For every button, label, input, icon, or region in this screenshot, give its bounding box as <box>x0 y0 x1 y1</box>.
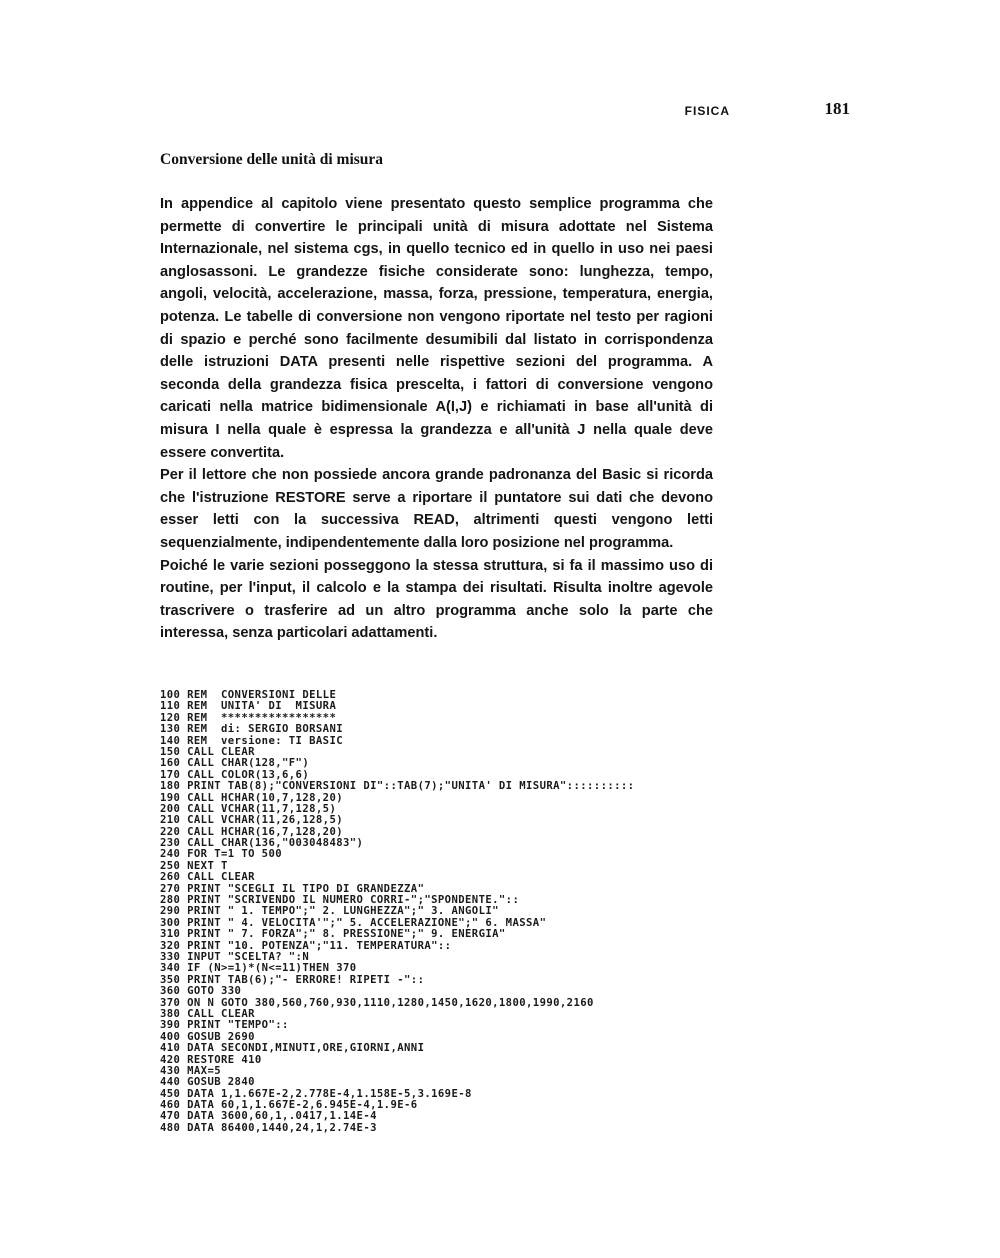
code-line: 280 PRINT "SCRIVENDO IL NUMERO CORRI-";"SPONDENTE.":: <box>160 894 520 907</box>
code-line: 400 GOSUB 2690 <box>160 1030 255 1043</box>
code-line: 380 CALL CLEAR <box>160 1007 255 1020</box>
code-line: 310 PRINT " 7. FORZA";" 8. PRESSIONE";" 9. ENERGIA" <box>160 928 506 941</box>
code-line: 330 INPUT "SCELTA? ":N <box>160 950 310 963</box>
code-line: 420 RESTORE 410 <box>160 1053 262 1066</box>
running-section-title: FISICA <box>684 104 730 118</box>
paragraph: Per il lettore che non possiede ancora grande padronanza del Basic si ricorda che l'istruzione RESTORE serve a riportare il puntatore sui dati che devono esser letti con la successiva READ, altrimenti questi vengono letti sequenzialmente, indipendentemente dalla loro posizione nel programma. <box>160 467 713 551</box>
code-line: 170 CALL COLOR(13,6,6) <box>160 768 310 781</box>
code-line: 460 DATA 60,1,1.667E-2,6.945E-4,1.9E-6 <box>160 1099 418 1112</box>
section-heading: Conversione delle unità di misura <box>160 151 384 168</box>
code-line: 190 CALL HCHAR(10,7,128,20) <box>160 791 344 804</box>
code-line: 200 CALL VCHAR(11,7,128,5) <box>160 802 337 815</box>
code-line: 130 REM di: SERGIO BORSANI <box>160 723 344 736</box>
code-line: 240 FOR T=1 TO 500 <box>160 848 283 861</box>
code-line: 110 REM UNITA' DI MISURA <box>160 700 337 713</box>
code-line: 300 PRINT " 4. VELOCITA'";" 5. ACCELERAZIONE";" 6. MASSA" <box>160 916 547 929</box>
code-line: 210 CALL VCHAR(11,26,128,5) <box>160 814 344 827</box>
paragraph: Poiché le varie sezioni posseggono la stessa struttura, si fa il massimo uso di routine, per l'input, il calcolo e la stampa dei risultati. Risulta inoltre agevole trascrivere o trasferire ad un altro programma anche solo la parte che interessa, senza particolari adattamenti. <box>160 557 713 642</box>
code-line: 480 DATA 86400,1440,24,1,2.74E-3 <box>160 1121 377 1134</box>
code-line: 450 DATA 1,1.667E-2,2.778E-4,1.158E-5,3.169E-8 <box>160 1087 472 1100</box>
code-line: 350 PRINT TAB(6);"- ERRORE! RIPETI -":: <box>160 973 425 986</box>
running-head <box>160 100 850 124</box>
page-number: 181 <box>824 99 850 118</box>
code-line: 410 DATA SECONDI,MINUTI,ORE,GIORNI,ANNI <box>160 1042 425 1055</box>
code-line: 290 PRINT " 1. TEMPO";" 2. LUNGHEZZA";" 3. ANGOLI" <box>160 905 499 918</box>
code-line: 320 PRINT "10. POTENZA";"11. TEMPERATURA":: <box>160 939 452 952</box>
code-line: 230 CALL CHAR(136,"003048483") <box>160 837 364 850</box>
code-line: 220 CALL HCHAR(16,7,128,20) <box>160 825 344 838</box>
code-line: 160 CALL CHAR(128,"F") <box>160 757 310 770</box>
basic-program-listing <box>160 690 810 1134</box>
code-line: 250 NEXT T <box>160 859 228 872</box>
code-line: 390 PRINT "TEMPO":: <box>160 1019 289 1032</box>
code-line: 440 GOSUB 2840 <box>160 1076 255 1089</box>
code-line: 360 GOTO 330 <box>160 985 242 998</box>
code-line: 430 MAX=5 <box>160 1064 222 1077</box>
code-line: 100 REM CONVERSIONI DELLE <box>160 689 337 701</box>
code-line: 150 CALL CLEAR <box>160 745 255 758</box>
code-line: 120 REM ***************** <box>160 711 337 724</box>
code-line: 180 PRINT TAB(8);"CONVERSIONI DI"::TAB(7);"UNITA' DI MISURA":::::::::: <box>160 780 635 793</box>
code-line: 470 DATA 3600,60,1,.0417,1.14E-4 <box>160 1110 377 1123</box>
code-line: 140 REM versione: TI BASIC <box>160 734 344 747</box>
code-line: 270 PRINT "SCEGLI IL TIPO DI GRANDEZZA" <box>160 882 425 895</box>
body-text <box>160 193 713 645</box>
paragraph: In appendice al capitolo viene presentato questo semplice programma che permette di convertire le principali unità di misura adottate nel Sistema Internazionale, nel sistema cgs, in quello tecnico ed in quello in uso nei paesi anglosassoni. Le grandezze fisiche considerate sono: lunghezza, tempo, angoli, velocità, accelerazione, massa, forza, pressione, temperatura, energia, potenza. Le tabelle di conversione non vengono riportate nel testo per ragioni di spazio e perché sono facilmente desumibili dal listato in corrispondenza delle istruzioni DATA presenti nelle rispettive sezioni del programma. A seconda della grandezza fisica prescelta, i fattori di conversione vengono caricati nella matrice bidimensionale A(I,J) e richiamati in base all'unità di misura I nella quale è espressa la grandezza e all'unità J nella quale deve essere convertita. <box>160 196 713 461</box>
code-line: 370 ON N GOTO 380,560,760,930,1110,1280,1450,1620,1800,1990,2160 <box>160 996 594 1009</box>
code-line: 260 CALL CLEAR <box>160 871 255 884</box>
code-line: 340 IF (N>=1)*(N<=11)THEN 370 <box>160 962 357 975</box>
